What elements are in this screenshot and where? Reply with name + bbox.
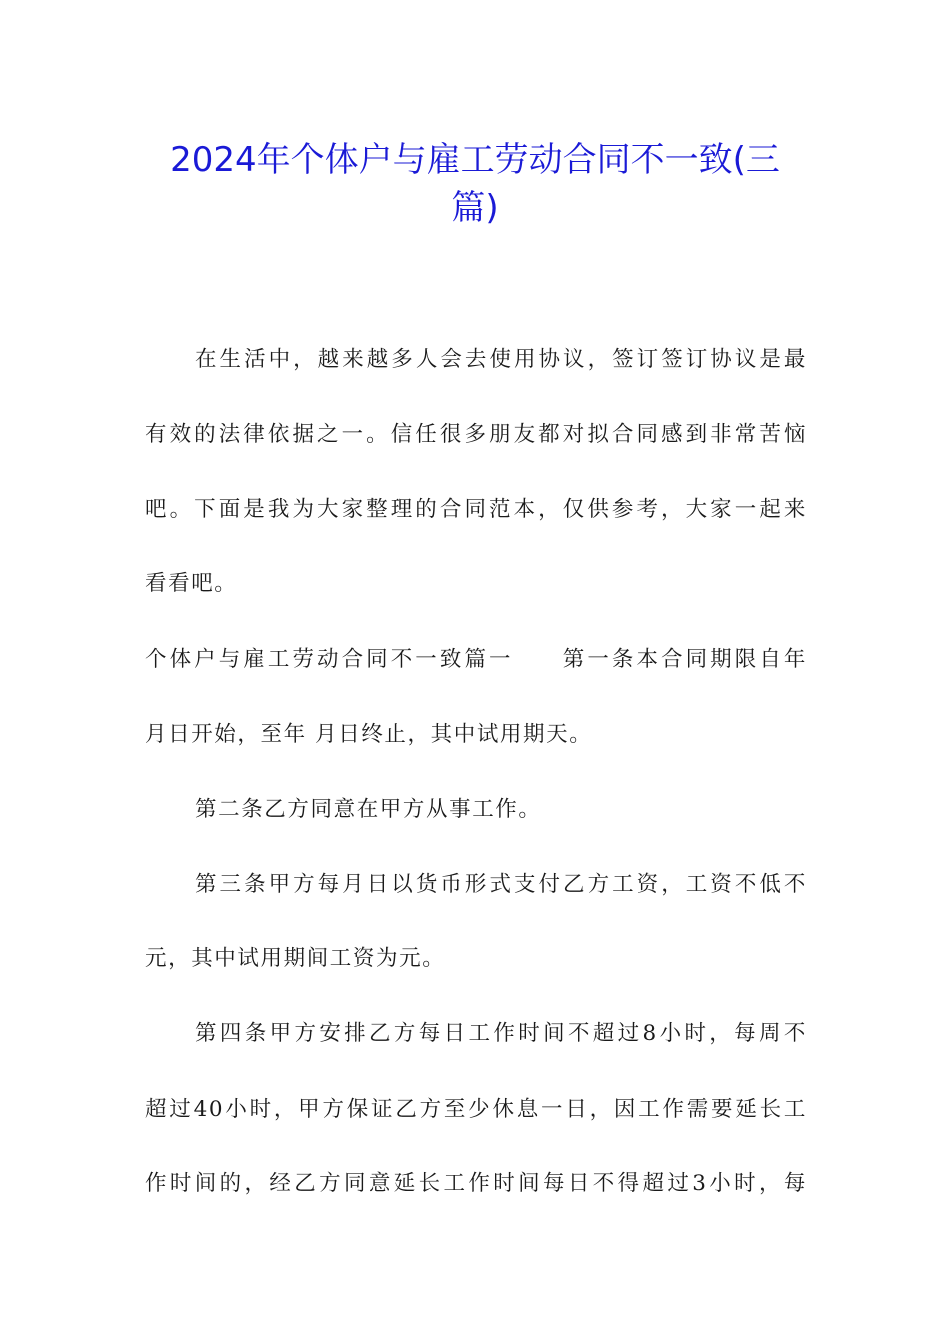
document-title-line-1: 2024年个体户与雇工劳动合同不一致(三 xyxy=(170,140,780,180)
body-text-line: 在生活中，越来越多人会去使用协议，签订签订协议是最 xyxy=(195,347,807,372)
body-text-line: 有效的法律依据之一。信任很多朋友都对拟合同感到非常苦恼 xyxy=(145,422,807,447)
body-text-line: 吧。下面是我为大家整理的合同范本，仅供参考，大家一起来 xyxy=(145,497,807,522)
body-text-line: 第四条甲方安排乙方每日工作时间不超过8小时，每周不 xyxy=(195,1021,807,1046)
body-text-line: 元，其中试用期间工资为元。 xyxy=(145,946,446,971)
body-text-line: 月日开始，至年 月日终止，其中试用期天。 xyxy=(145,722,593,747)
body-text-line: 看看吧。 xyxy=(145,571,238,596)
section-heading-line: 个体户与雇工劳动合同不一致篇一 第一条本合同期限自年 xyxy=(145,647,807,672)
body-text-line: 作时间的，经乙方同意延长工作时间每日不得超过3小时，每 xyxy=(145,1171,807,1196)
body-text-line: 第三条甲方每月日以货币形式支付乙方工资，工资不低不 xyxy=(195,872,807,897)
document-title-line-2: 篇) xyxy=(451,188,499,228)
body-text-line: 超过40小时，甲方保证乙方至少休息一日，因工作需要延长工 xyxy=(145,1097,807,1122)
body-text-line: 第二条乙方同意在甲方从事工作。 xyxy=(195,797,542,822)
